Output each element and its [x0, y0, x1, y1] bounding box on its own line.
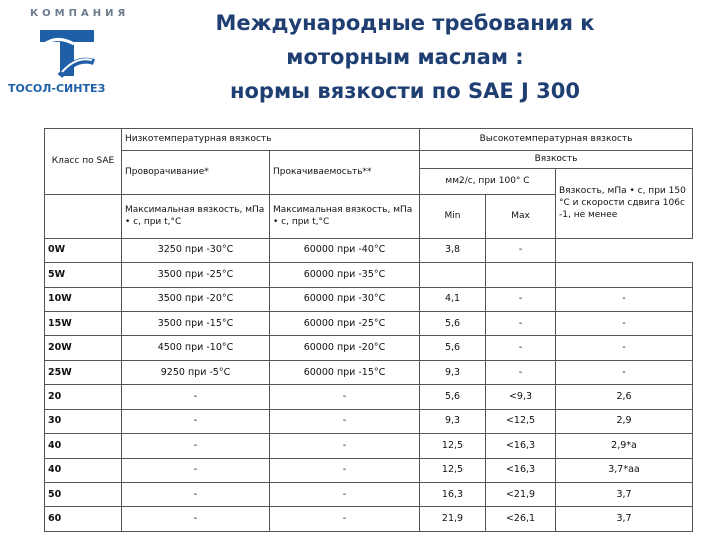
cell-hths	[556, 263, 693, 287]
cell-pumping: 60000 при -35°С	[270, 263, 420, 287]
cell-hths: -	[556, 311, 693, 335]
cell-pumping: -	[270, 434, 420, 458]
header-pumping: Прокачиваемосьть**	[270, 150, 420, 194]
table-row	[45, 360, 693, 384]
cell-sae-class: 25W	[45, 360, 122, 384]
cell-pumping: 60000 при -15°С	[270, 360, 420, 384]
table-row	[45, 409, 693, 433]
table-row	[45, 287, 693, 311]
cell-pumping: 60000 при -25°С	[270, 311, 420, 335]
cell-max: <26,1	[486, 507, 556, 532]
cell-min	[420, 263, 486, 287]
cell-sae-class: 20	[45, 385, 122, 409]
table-row	[45, 458, 693, 482]
cell-max: -	[486, 287, 556, 311]
cell-sae-class: 20W	[45, 336, 122, 360]
cell-min: 12,5	[420, 458, 486, 482]
cell-cranking: 3500 при -15°С	[122, 311, 270, 335]
cell-max: -	[486, 336, 556, 360]
header-cranking: Проворачивание*	[122, 150, 270, 194]
cell-max: -	[486, 360, 556, 384]
cell-max: -	[486, 238, 556, 262]
cell-min: 9,3	[420, 409, 486, 433]
table-row	[45, 336, 693, 360]
table-row	[45, 311, 693, 335]
title-line-2: моторным маслам :	[286, 45, 524, 69]
cell-min: 21,9	[420, 507, 486, 532]
cell-sae-class: 30	[45, 409, 122, 433]
cell-sae-class: 0W	[45, 238, 122, 262]
cell-pumping: -	[270, 385, 420, 409]
cell-cranking: -	[122, 434, 270, 458]
header-max-viscosity-pumping: Максимальная вязкость, мПа • с, при t,°С	[270, 194, 420, 238]
cell-cranking: -	[122, 507, 270, 532]
header-kinematic-unit: мм2/с, при 100° С	[420, 168, 556, 194]
header-low-temp: Низкотемпературная вязкость	[122, 129, 420, 151]
header-sae-class: Класс по SAE	[45, 129, 122, 195]
cell-cranking: 3500 при -20°С	[122, 287, 270, 311]
cell-cranking: -	[122, 458, 270, 482]
title-line-3: нормы вязкости по SAE J 300	[230, 79, 580, 103]
header-row-2	[45, 150, 693, 168]
header-high-temp: Высокотемпературная вязкость	[420, 129, 693, 151]
cell-cranking: 9250 при -5°С	[122, 360, 270, 384]
cell-hths: 2,9	[556, 409, 693, 433]
cell-sae-class: 60	[45, 507, 122, 532]
cell-hths: 3,7	[556, 483, 693, 507]
cell-max: <21,9	[486, 483, 556, 507]
table-row	[45, 507, 693, 532]
cell-hths: 2,6	[556, 385, 693, 409]
header-blank	[45, 194, 122, 238]
cell-cranking: 4500 при -10°С	[122, 336, 270, 360]
cell-max	[486, 263, 556, 287]
logo-top-text: КОМПАНИЯ	[30, 8, 130, 19]
cell-max: <16,3	[486, 458, 556, 482]
logo-bottom-text: ТОСОЛ-СИНТЕЗ	[8, 82, 106, 95]
header-row-1	[45, 129, 693, 151]
header-max-viscosity-cranking: Максимальная вязкость, мПа • с, при t,°С	[122, 194, 270, 238]
cell-hths: 3,7*аа	[556, 458, 693, 482]
cell-pumping: -	[270, 458, 420, 482]
sae-viscosity-table	[44, 128, 693, 532]
cell-min: 4,1	[420, 287, 486, 311]
cell-cranking: -	[122, 385, 270, 409]
page-title	[170, 6, 640, 108]
cell-pumping: -	[270, 507, 420, 532]
cell-min: 12,5	[420, 434, 486, 458]
cell-hths: 2,9*а	[556, 434, 693, 458]
title-line-1: Международные требования к	[215, 11, 595, 35]
header-viscosity: Вязкость	[420, 150, 693, 168]
cell-pumping: -	[270, 483, 420, 507]
cell-min: 5,6	[420, 311, 486, 335]
cell-min: 5,6	[420, 385, 486, 409]
cell-min: 16,3	[420, 483, 486, 507]
cell-min: 5,6	[420, 336, 486, 360]
cell-cranking: 3250 при -30°С	[122, 238, 270, 262]
cell-cranking: -	[122, 409, 270, 433]
cell-min: 3,8	[420, 238, 486, 262]
company-logo	[8, 8, 130, 98]
cell-min: 9,3	[420, 360, 486, 384]
cell-max: <16,3	[486, 434, 556, 458]
cell-max: <12,5	[486, 409, 556, 433]
cell-sae-class: 10W	[45, 287, 122, 311]
cell-sae-class: 40	[45, 434, 122, 458]
table-row	[45, 483, 693, 507]
cell-hths: -	[556, 336, 693, 360]
cell-pumping: 60000 при -20°С	[270, 336, 420, 360]
cell-sae-class: 5W	[45, 263, 122, 287]
cell-cranking: 3500 при -25°С	[122, 263, 270, 287]
cell-sae-class: 50	[45, 483, 122, 507]
cell-sae-class: 40	[45, 458, 122, 482]
cell-hths: -	[556, 287, 693, 311]
cell-max: -	[486, 311, 556, 335]
cell-sae-class: 15W	[45, 311, 122, 335]
header-hths: Вязкость, мПа • с, при 150 °С и скорости сдвига 106с -1, не менее	[556, 168, 693, 238]
cell-hths: 3,7	[556, 507, 693, 532]
cell-cranking: -	[122, 483, 270, 507]
cell-max: <9,3	[486, 385, 556, 409]
table-row	[45, 385, 693, 409]
cell-pumping: -	[270, 409, 420, 433]
cell-pumping: 60000 при -40°С	[270, 238, 420, 262]
cell-hths: -	[556, 360, 693, 384]
header-min: Min	[420, 194, 486, 238]
table-row	[45, 238, 693, 262]
table-row	[45, 263, 693, 287]
table-row	[45, 434, 693, 458]
cell-pumping: 60000 при -30°С	[270, 287, 420, 311]
header-max: Max	[486, 194, 556, 238]
tosol-sintez-logo-icon	[36, 26, 98, 80]
